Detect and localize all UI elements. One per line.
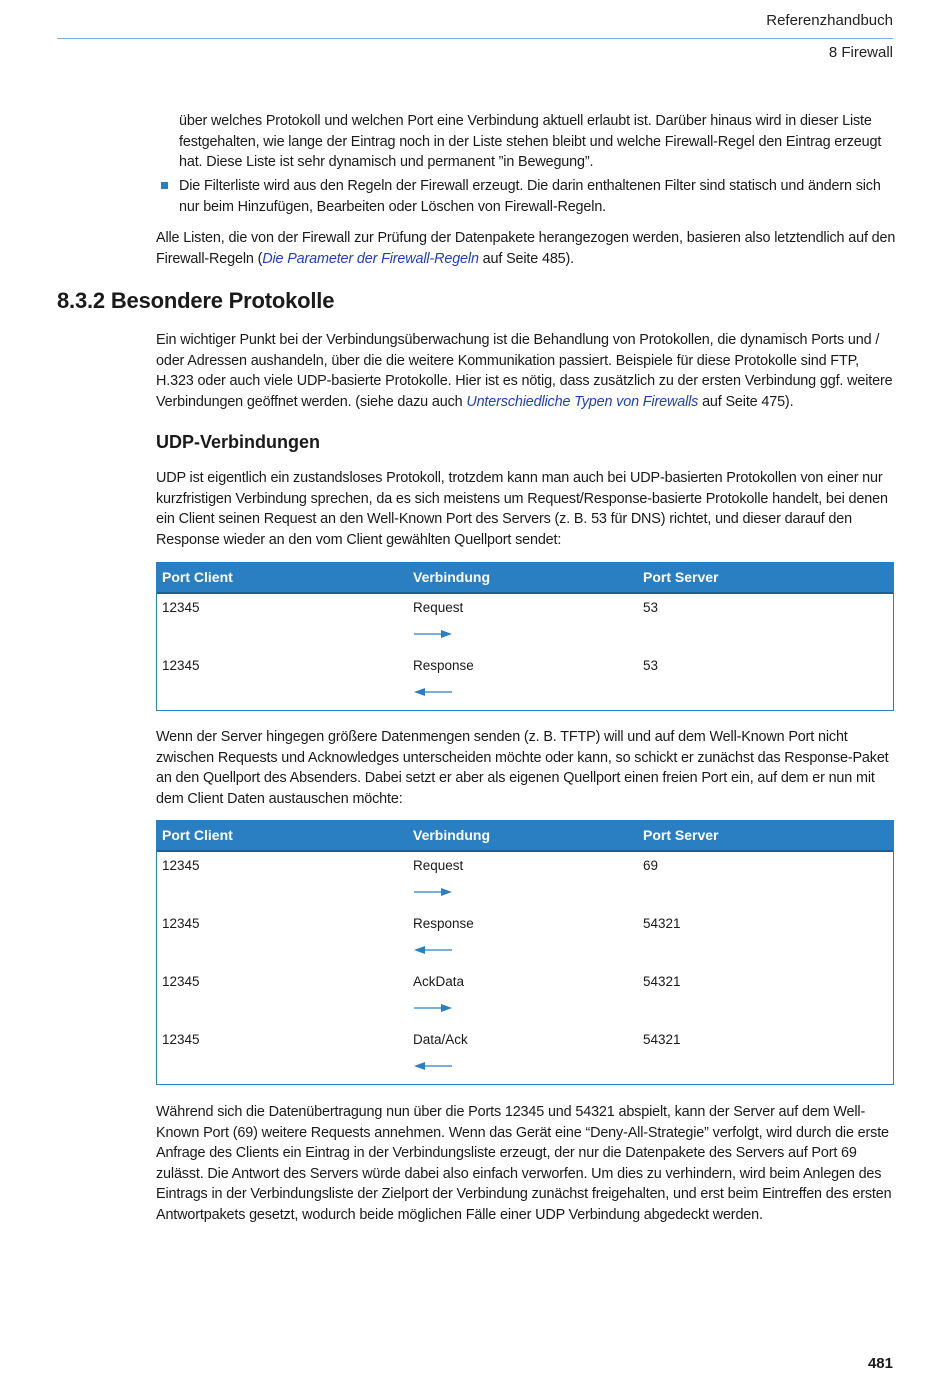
section-text-pre: Ein wichtiger Punkt bei der Verbindungsüberwachung ist die Behandlung von Protokollen, die dynamisch Ports und / oder Adressen aushandeln, über die die weitere Kommunikation passiert. Beispiele für diese Protokolle sind FTP, H.323 oder auch viele UDP-basierte Protokolle. Hier ist es nötig, dass zusätzlich zu der ersten Verbindung ggf. weitere Verbindungen geöffnet werden. (siehe dazu auch xyxy=(156,332,893,410)
table-row xyxy=(157,968,893,1026)
header-port-server: Port Server xyxy=(643,827,719,843)
summary-text-post: auf Seite 485). xyxy=(478,250,575,267)
intro-paragraph: über welches Protokoll und welchen Port eine Verbindung aktuell erlaubt ist. Darüber hinaus wird in dieser Liste festgehalten, wie lange der Eintrag noch in der Liste stehen bleibt und welche Firewall-Regel den Eintrag erzeugt hat. Diese Liste ist sehr dynamisch und permanent ”in Bewegung”. xyxy=(179,113,882,171)
header-port-server: Port Server xyxy=(643,569,719,585)
arrow-left-icon xyxy=(413,686,453,698)
subsection-heading: UDP-Verbindungen xyxy=(156,432,321,452)
cell-server: 53 xyxy=(643,600,659,615)
cell-client: 12345 xyxy=(162,1032,200,1047)
cell-connection: Data/Ack xyxy=(413,1032,468,1047)
table-row xyxy=(157,594,893,652)
section-paragraph xyxy=(156,330,896,412)
summary-text-pre: Alle Listen, die von der Firewall zur Prüfung der Datenpakete herangezogen werden, basieren also letztendlich auf den Firewall-Regeln ( xyxy=(156,230,896,267)
bullet-icon xyxy=(161,182,168,189)
cell-connection: Response xyxy=(413,916,474,931)
arrow-right-icon xyxy=(413,628,453,640)
cell-client: 12345 xyxy=(162,916,200,931)
header-connection: Verbindung xyxy=(413,827,490,843)
cell-server: 54321 xyxy=(643,1032,681,1047)
link-firewall-rules[interactable]: Die Parameter der Firewall-Regeln xyxy=(262,250,479,267)
arrow-right-icon xyxy=(413,886,453,898)
table-udp-tftp xyxy=(156,820,894,1085)
table-udp-simple xyxy=(156,562,894,711)
cell-server: 54321 xyxy=(643,974,681,989)
running-header-book: Referenzhandbuch xyxy=(766,12,893,29)
arrow-right-icon xyxy=(413,1002,453,1014)
header-connection: Verbindung xyxy=(413,569,490,585)
cell-connection: AckData xyxy=(413,974,465,989)
udp-paragraph-2: Wenn der Server hingegen größere Datenmengen senden (z. B. TFTP) will und auf dem Well-Known Port nicht zwischen Requests und Acknowledges unterscheiden möchte oder kann, so schickt er zunächst das Response-Paket an den Quellport des Absenders. Dabei setzt er aber als eigenen Quellport einen freien Port ein, auf dem er nun mit dem Client Daten austauschen möchte: xyxy=(156,729,889,807)
table-row xyxy=(157,652,893,710)
table-row xyxy=(157,852,893,910)
cell-server: 54321 xyxy=(643,916,681,931)
cell-client: 12345 xyxy=(162,658,200,673)
arrow-left-icon xyxy=(413,944,453,956)
cell-connection: Request xyxy=(413,858,464,873)
cell-server: 69 xyxy=(643,858,659,873)
running-header-chapter: 8 Firewall xyxy=(828,44,893,61)
summary-paragraph xyxy=(156,228,896,269)
link-firewall-types[interactable]: Unterschiedliche Typen von Firewalls xyxy=(466,393,699,410)
table-header xyxy=(157,821,893,852)
table-row xyxy=(157,910,893,968)
cell-connection: Request xyxy=(413,600,464,615)
header-port-client: Port Client xyxy=(162,569,233,585)
cell-connection: Response xyxy=(413,658,474,673)
table-header xyxy=(157,563,893,594)
cell-client: 12345 xyxy=(162,858,200,873)
cell-client: 12345 xyxy=(162,974,200,989)
udp-paragraph-3: Während sich die Datenübertragung nun über die Ports 12345 und 54321 abspielt, kann der Server auf dem Well-Known Port (69) weitere Requests annehmen. Wenn das Gerät eine “Deny-All-Strategie” verfolgt, wird durch die erste Anfrage des Clients ein Eintrag in der Verbindungsliste erzeugt, der nur die Datenpakete des Servers auf Port 69 zulässt. Die Antwort des Servers würde dabei also einfach verworfen. Um dies zu verhindern, wird beim Anlegen des Eintrags in der Verbindungsliste der Zielport der Verbindung zunächst freigehalten, und erst beim Eintreffen des ersten Antwortpakets gesetzt, wodurch beide möglichen Fälle einer UDP Verbindung abgedeckt werden. xyxy=(156,1104,892,1223)
cell-server: 53 xyxy=(643,658,659,673)
cell-client: 12345 xyxy=(162,600,200,615)
udp-paragraph-1: UDP ist eigentlich ein zustandsloses Protokoll, trotzdem kann man auch bei UDP-basierten Protokollen von einer nur kurzfristigen Verbindung sprechen, da es sich meistens um Request/Response-basierte Protokolle handelt, bei denen ein Client seinen Request an den Well-Known Port des Servers (z. B. 53 für DNS) richtet, und dieser darauf den Response wieder an den vom Client gewählten Quellport sendet: xyxy=(156,470,888,548)
section-text-post: auf Seite 475). xyxy=(698,393,794,410)
table-row xyxy=(157,1026,893,1084)
arrow-left-icon xyxy=(413,1060,453,1072)
bullet-item: Die Filterliste wird aus den Regeln der Firewall erzeugt. Die darin enthaltenen Filter sind statisch und ändern sich nur beim Hinzufügen, Bearbeiten oder Löschen von Firewall-Regeln. xyxy=(179,178,881,215)
header-port-client: Port Client xyxy=(162,827,233,843)
page-number: 481 xyxy=(867,1355,893,1372)
header-rule xyxy=(57,38,893,39)
section-heading: 8.3.2 Besondere Protokolle xyxy=(57,288,335,313)
